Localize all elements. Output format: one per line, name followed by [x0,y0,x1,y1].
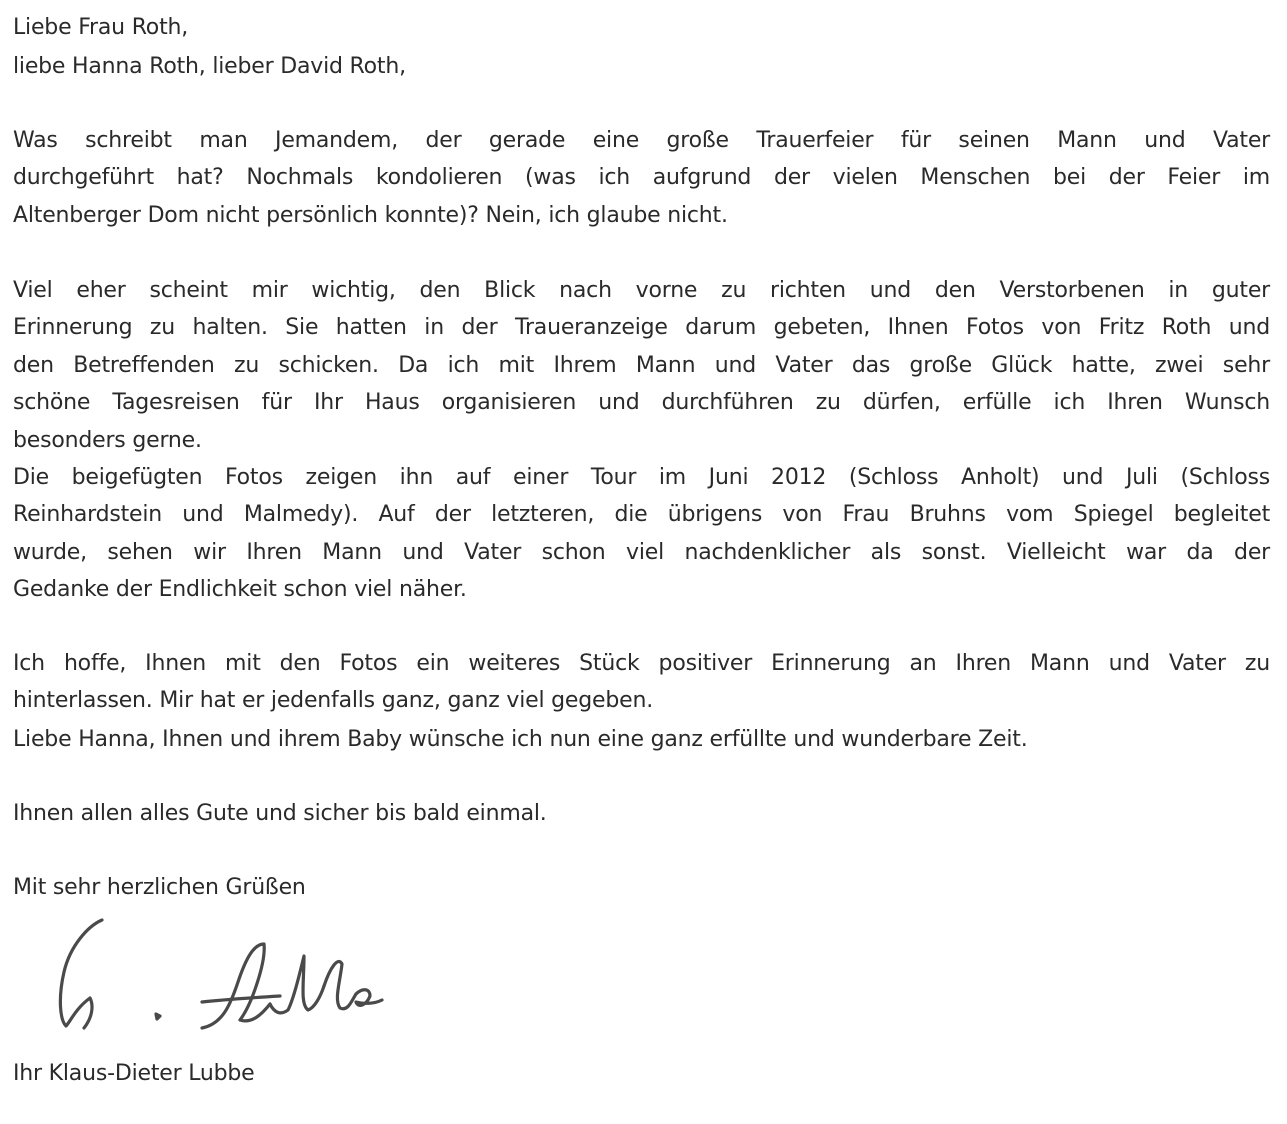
paragraph-2-line-3: den Betreffenden zu schicken. Da ich mit Ihrem Mann und Vater das große Glück hatte, zwei sehr [13,352,1270,378]
paragraph-2 [13,272,1270,459]
paragraph-2-line-1: Viel eher scheint mir wichtig, den Blick nach vorne zu richten und den Verstorbenen in guter [13,278,1270,303]
signature-strokes [60,920,382,1028]
paragraph-3-line-4: Gedanke der Endlichkeit schon viel näher. [13,577,467,603]
paragraph-3 [13,459,1270,609]
paragraph-1 [13,122,1270,234]
sender-name: Ihr Klaus-Dieter Lubbe [13,1061,255,1086]
paragraph-6: Ihnen allen alles Gute und sicher bis bald einmal. [13,801,547,826]
paragraph-4 [13,645,1270,720]
salutation-line-1: Liebe Frau Roth, [13,15,189,40]
paragraph-4-line-2: hinterlassen. Mir hat er jedenfalls ganz, ganz viel gegeben. [13,688,653,714]
paragraph-1-line-3: Altenberger Dom nicht persönlich konnte)? Nein, ich glaube nicht. [13,202,728,228]
paragraph-2-line-5: besonders gerne. [13,427,202,453]
paragraph-4-line-1: Ich hoffe, Ihnen mit den Fotos ein weiteres Stück positiver Erinnerung an Ihren Mann und Vater zu [13,651,1270,676]
paragraph-2-line-2: Erinnerung zu halten. Sie hatten in der Traueranzeige darum gebeten, Ihnen Fotos von Fritz Roth und [13,315,1270,341]
salutation-line-2: liebe Hanna Roth, lieber David Roth, [13,54,406,79]
paragraph-3-line-3: wurde, sehen wir Ihren Mann und Vater schon viel nachdenklicher als sonst. Vielleicht war da der [13,539,1270,565]
paragraph-3-line-1: Die beigefügten Fotos zeigen ihn auf einer Tour im Juni 2012 (Schloss Anholt) und Juli (Schloss [13,465,1270,490]
paragraph-2-line-4: schöne Tagesreisen für Ihr Haus organisieren und durchführen zu dürfen, erfülle ich Ihren Wunsch [13,390,1270,416]
paragraph-1-line-2: durchgeführt hat? Nochmals kondolieren (was ich aufgrund der vielen Menschen bei der Feier im [13,165,1270,191]
paragraph-5: Liebe Hanna, Ihnen und ihrem Baby wünsche ich nun eine ganz erfüllte und wunderbare Zeit. [13,727,1028,752]
closing-line: Mit sehr herzlichen Grüßen [13,875,306,900]
handwritten-signature [52,912,392,1042]
paragraph-1-line-1: Was schreibt man Jemandem, der gerade eine große Trauerfeier für seinen Mann und Vater [13,128,1270,153]
paragraph-3-line-2: Reinhardstein und Malmedy). Auf der letzteren, die übrigens von Frau Bruhns vom Spiegel begleitet [13,502,1270,528]
